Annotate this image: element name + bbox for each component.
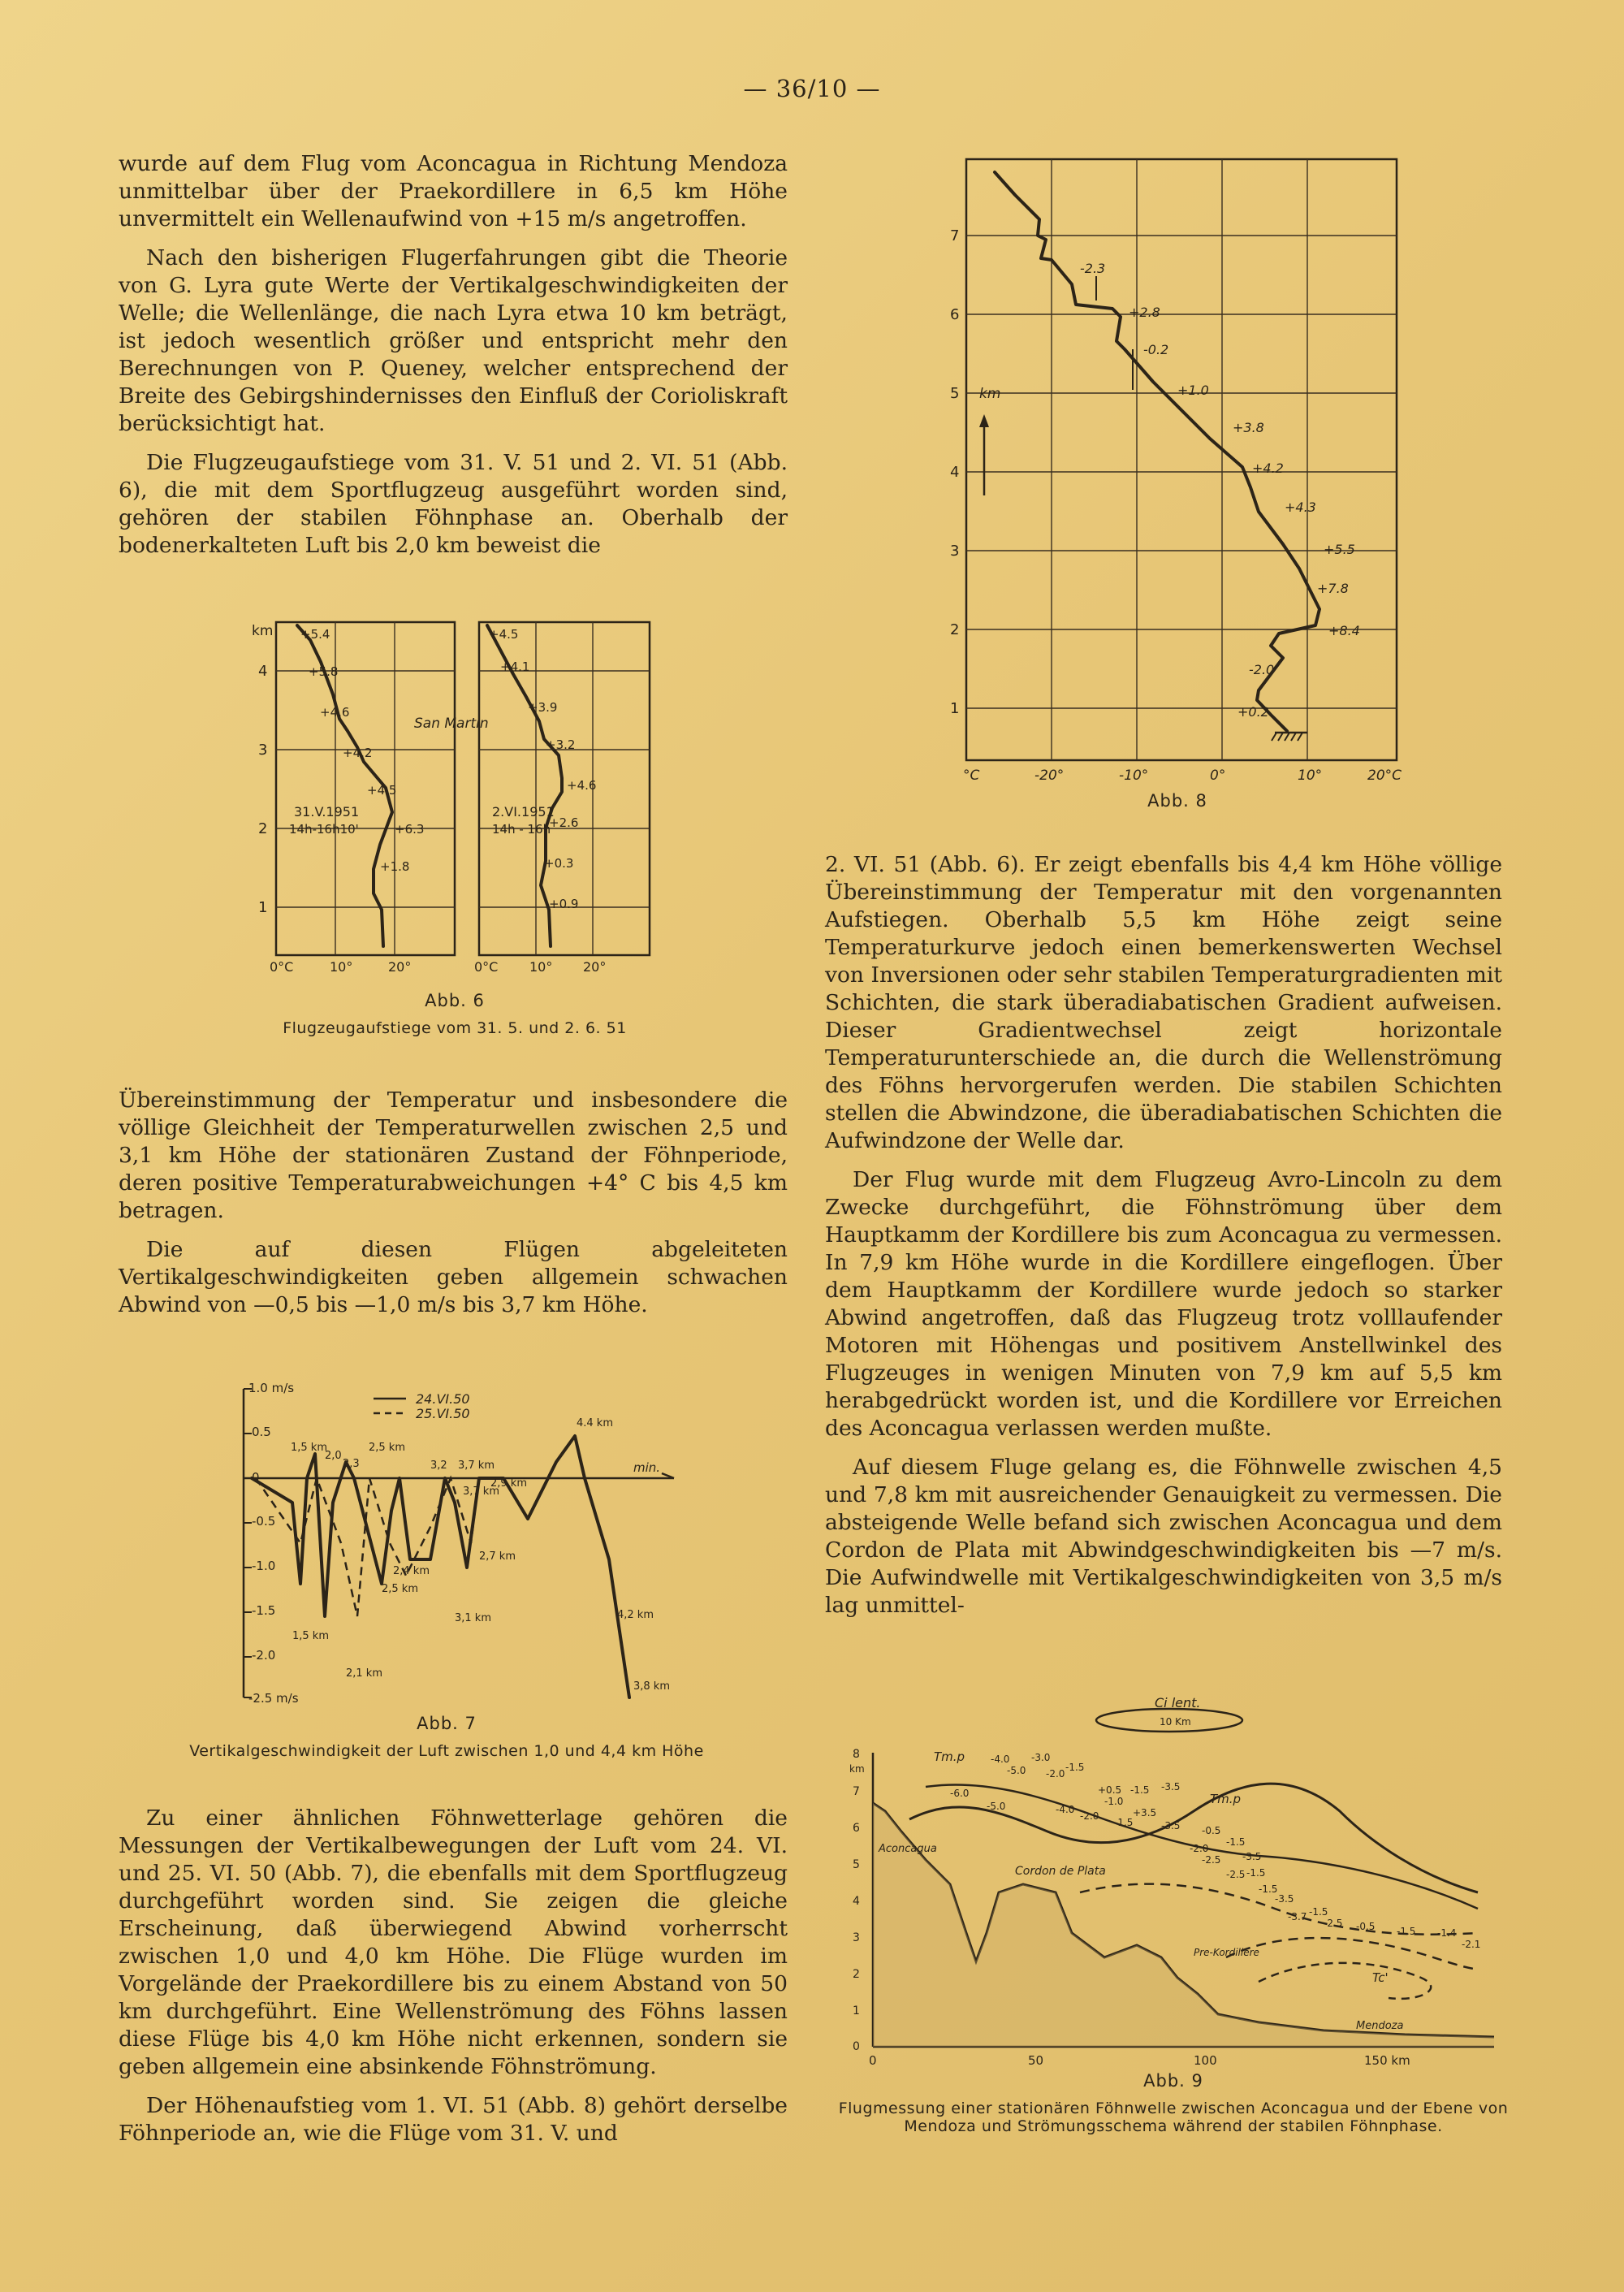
value-label: -1.4 (1437, 1927, 1457, 1939)
x-tick: 50 (1028, 2053, 1044, 2068)
left-column-block-1 (119, 150, 788, 571)
value-label: -1.5 (1065, 1762, 1085, 1773)
y-tick: -2.5 m/s (248, 1691, 299, 1706)
y-tick: 3 (258, 742, 268, 759)
place-label: Aconcagua (879, 1843, 937, 1855)
value-label: -1.5 (1397, 1926, 1416, 1937)
value-label: +3.9 (528, 700, 558, 715)
x-tick: 20°C (1367, 768, 1402, 784)
value-label: +7.8 (1317, 581, 1349, 596)
legend-dashed-label: 25.VI.50 (416, 1406, 470, 1421)
right-column-block-1 (825, 851, 1502, 1631)
value-label: -5.0 (1007, 1765, 1026, 1776)
y-unit: km (252, 623, 274, 639)
value-label: +5.4 (300, 627, 330, 642)
time-label: 14h-16h10' (289, 822, 359, 837)
value-label: -4.0 (1056, 1804, 1075, 1815)
value-label: -2.3 (1080, 261, 1106, 276)
value-label: +4.5 (489, 627, 519, 642)
y-tick: 6 (853, 1822, 860, 1835)
temperature-profile (995, 172, 1320, 731)
value-label: -3.0 (1031, 1752, 1051, 1763)
paragraph: 2. VI. 51 (Abb. 6). Er zeigt ebenfalls bis 4,4 km Höhe völlige Übereinstimmung der Temperatur mit den vorgenannten Aufstiegen. Oberhalb 5,5 km Höhe zeigt seine Temperaturkurve jedoch einen bemerkenswerten Wechsel von Inversionen oder sehr stabilen Temperaturgradienten mit Schichten, die stark überadiabatischen Gradient aufweisen. Dieser Gradientwechsel zeigt horizontale Temperaturunterschiede an, die durch die Wellenströmung des Föhns hervorgerufen werden. Die stabilen Schichten stellen die Abwindzone, die überadiabatischen Schichten die Aufwindzone der Welle dar. (825, 852, 1502, 1153)
x-tick: -20° (1034, 768, 1065, 784)
paragraph: Die auf diesen Flügen abgeleiteten Vertikalgeschwindigkeiten geben allgemein schwachen Abwind von —0,5 bis —1,0 m/s bis 3,7 km Höhe. (119, 1237, 788, 1317)
value-label: -2.0 (1249, 662, 1275, 677)
x-tick: 100 (1194, 2053, 1217, 2068)
value-label: +2.8 (1129, 305, 1160, 320)
annotation: 3,1 km (455, 1612, 491, 1624)
value-label: +4.6 (567, 778, 597, 793)
place-label: Pre-Kordillere (1194, 1947, 1259, 1958)
value-label: -3.5 (1161, 1820, 1181, 1831)
y-tick: 7 (950, 227, 960, 244)
value-label: +4.2 (343, 746, 373, 760)
value-label: -2.0 (1190, 1843, 1209, 1854)
value-label: -1.5 (1226, 1836, 1246, 1848)
figure-7-caption: Vertikalgeschwindigkeit der Luft zwischen 1,0 und 4,4 km Höhe (189, 1742, 704, 1760)
y-tick: 7 (853, 1785, 860, 1798)
annotation: 3,8 km (633, 1680, 670, 1693)
value-label: -0.5 (1202, 1825, 1221, 1836)
value-label: -6.0 (950, 1788, 970, 1799)
y-tick: 1 (853, 2004, 860, 2017)
figure-8-label: Abb. 8 (1147, 791, 1207, 811)
y-tick: 8 (853, 1748, 860, 1761)
value-label: -1.5 (1259, 1883, 1278, 1895)
y-tick: 1 (258, 899, 268, 916)
x-tick: 0°C (270, 959, 294, 975)
figure-9 (836, 1689, 1510, 2169)
streamline-dashed (1226, 1938, 1481, 1970)
annotation: 2,3 (343, 1458, 360, 1470)
y-unit: km (979, 386, 1001, 402)
paragraph: Zu einer ähnlichen Föhnwetterlage gehören die Messungen der Vertikalbewegungen der Luft vom 24. VI. und 25. VI. 50 (Abb. 7), die ebenfalls mit dem Sportflugzeug durchgeführt worden sind. Sie zeigen die gleiche Erscheinung, daß überwiegend Abwind vorherrscht zwischen 1,0 und 4,0 km Höhe. Die Flüge wurden im Vorgelände der Praekordillere bis zu einem Abstand von 50 km durchgeführt. Eine Wellenströmung des Föhns lassen diese Flüge bis 4,0 km Höhe nicht erkennen, sondern sie geben allgemein eine absinkende Föhnströmung. (119, 1805, 788, 2079)
figure-7-chart (187, 1381, 706, 1706)
y-tick: 4 (950, 464, 960, 481)
value-label: -2.1 (1462, 1939, 1481, 1950)
value-label: -0.2 (1143, 342, 1169, 357)
figure-9-caption: Flugmessung einer stationären Föhnwelle zwischen Aconcagua und der Ebene von Mendoza und Strömungsschema während der stabilen Föhnphase. (838, 2100, 1509, 2135)
annotation: 1,5 km (291, 1442, 327, 1454)
left-column-block-3 (119, 1805, 788, 2159)
paragraph: Auf diesem Fluge gelang es, die Föhnwelle zwischen 4,5 und 7,8 km mit ausreichender Genauigkeit zu vermessen. Die absteigende Welle befand sich zwischen Aconcagua und dem Cordon de Plata mit Abwindgeschwindigkeiten bis —7 m/s. Die Aufwindwelle mit Vertikalgeschwindigkeiten von 3,5 m/s lag unmittel- (825, 1455, 1502, 1618)
value-label: -1.0 (1104, 1796, 1124, 1807)
x-tick: 20° (583, 959, 607, 975)
y-tick: -0.5 (252, 1514, 276, 1529)
y-tick: -1.5 (252, 1603, 276, 1618)
annotation: 3,7 km (463, 1485, 499, 1498)
station-label: San Martin (414, 716, 489, 732)
x-tick: 10° (1298, 768, 1323, 784)
value-label: +6.3 (395, 822, 425, 837)
y-tick: 4 (853, 1895, 860, 1908)
arrow-head-icon (979, 414, 989, 427)
axis-label: min. (633, 1460, 661, 1475)
y-tick: 3 (853, 1931, 860, 1944)
figure-9-chart (836, 1689, 1510, 2079)
value-label: -5.0 (987, 1801, 1006, 1812)
streamline-dashed (1259, 1963, 1431, 1999)
y-tick: -1.0 (252, 1559, 276, 1573)
y-tick: -2.0 (252, 1648, 276, 1663)
y-tick: 3 (950, 543, 960, 560)
value-label: -1.5 (1309, 1906, 1328, 1918)
figure-6-caption: Flugzeugaufstiege vom 31. 5. und 2. 6. 51 (283, 1019, 627, 1037)
paragraph: Die Flugzeugaufstiege vom 31. V. 51 und 2. VI. 51 (Abb. 6), die mit dem Sportflugzeug ausgeführt worden sind, gehören der stabilen Föhnphase an. Oberhalb der bodenerkalteten Luft bis 2,0 km beweist die (119, 450, 788, 558)
value-label: +4.3 (1285, 499, 1316, 515)
x-tick: 10° (529, 959, 553, 975)
annotation: 2,4 km (393, 1565, 430, 1577)
value-label: -0.5 (1356, 1921, 1376, 1932)
legend-solid-label: 24.VI.50 (416, 1391, 470, 1407)
y-tick: 4 (258, 663, 268, 680)
paragraph: Nach den bisherigen Flugerfahrungen gibt die Theorie von G. Lyra gute Werte der Vertikalgeschwindigkeiten der Welle; die Wellenlänge, die nach Lyra etwa 10 km beträgt, ist jedoch wesentlich größer und entspricht mehr den Berechnungen von P. Queney, welcher entsprechend der Breite des Gebirgshindernisses den Einfluß der Corioliskraft berücksichtigt hat. (119, 245, 788, 436)
value-label: -1.5 (1130, 1784, 1150, 1796)
left-column-block-2 (119, 1087, 788, 1330)
value-label: -1.5 (1114, 1817, 1134, 1828)
value-label: -4.0 (991, 1754, 1010, 1765)
value-label: +8.4 (1328, 623, 1360, 638)
value-label: +4.2 (1252, 461, 1284, 476)
y-tick: 2 (853, 1968, 860, 1981)
y-tick: 5 (950, 385, 960, 402)
value-label: -3.7 (1288, 1911, 1307, 1922)
value-label: +4.1 (500, 659, 530, 674)
y-tick: 5 (853, 1858, 860, 1871)
label: Tc' (1372, 1970, 1389, 1985)
value-label: +5.8 (309, 664, 339, 679)
x-tick: 0 (869, 2053, 877, 2068)
annotation: 2,1 km (346, 1667, 382, 1680)
value-label: +0.9 (549, 897, 579, 911)
y-tick: 0.5 (252, 1425, 271, 1439)
cloud-label: Ci lent. (1155, 1695, 1201, 1710)
paragraph: Der Flug wurde mit dem Flugzeug Avro-Lincoln zu dem Zwecke durchgeführt, die Föhnströmung über dem Hauptkamm der Kordillere bis zum Aconcagua zu vermessen. In 7,9 km Höhe wurde in die Kordillere eingeflogen. Über dem Hauptkamm der Kordillere wurde jedoch so starker Abwind angetroffen, daß das Flugzeug trotz volllaufender Motoren mit Höhengas und positivem Anstellwinkel des Flugzeuges in wenigen Minuten von 7,9 km auf 5,5 km herabgedrückt worden ist, und die Kordillere vor Erreichen des Aconcagua verlassen werden mußte. (825, 1167, 1502, 1441)
annotation: 3,7 km (458, 1460, 495, 1472)
paragraph: Der Höhenaufstieg vom 1. VI. 51 (Abb. 8) gehört derselbe Föhnperiode an, wie die Flüge vom 31. V. und (119, 2093, 788, 2146)
time-label: 14h - 16h (492, 822, 551, 837)
y-tick: 1 (950, 700, 960, 717)
paragraph: wurde auf dem Flug vom Aconcagua in Richtung Mendoza unmittelbar über der Praekordillere in 6,5 km Höhe unvermittelt ein Wellenaufwind von +15 m/s angetroffen. (119, 151, 788, 231)
place-label: Cordon de Plata (1015, 1865, 1106, 1878)
value-label: +0.3 (544, 856, 574, 871)
value-label: +3.8 (1233, 420, 1264, 435)
value-label: -2.0 (1046, 1768, 1065, 1780)
annotation: 2,0 (325, 1450, 342, 1462)
page-number: — 36/10 — (743, 75, 881, 102)
figure-9-label: Abb. 9 (1143, 2071, 1203, 2091)
value-label: +4.6 (320, 705, 350, 720)
x-tick: -10° (1119, 768, 1149, 784)
figure-6-label: Abb. 6 (425, 991, 485, 1010)
figure-7-label: Abb. 7 (417, 1714, 477, 1733)
annotation: 2,7 km (479, 1550, 516, 1563)
value-label: +1.8 (380, 859, 410, 874)
paragraph: Übereinstimmung der Temperatur und insbesondere die völlige Gleichheit der Temperaturwellen zwischen 2,5 und 3,1 km Höhe der stationären Zustand der Föhnperiode, deren positive Temperaturabweichungen +4° C bis 4,5 km betragen. (119, 1088, 788, 1223)
value-label: -2.5 (1202, 1854, 1221, 1866)
y-tick: 2 (258, 820, 268, 837)
value-label: +0.5 (1098, 1784, 1122, 1796)
y-tick: 6 (950, 306, 960, 323)
value-label: -1.5 (1246, 1867, 1266, 1879)
annotation: 3,2 (430, 1460, 447, 1472)
value-label: -3.5 (1161, 1781, 1181, 1793)
annotation: 2,9 km (490, 1477, 527, 1490)
place-label: Mendoza (1356, 2020, 1404, 2032)
figure-8-chart (950, 154, 1405, 788)
cloud-sub-label: 10 Km (1160, 1716, 1191, 1728)
ground-hatch (1272, 733, 1302, 741)
y-tick: 0 (252, 1470, 260, 1485)
value-label: -3.5 (1242, 1851, 1262, 1862)
figure-6 (244, 617, 666, 1037)
terrain-fill (873, 1803, 1494, 2047)
value-label: -2.5 (1226, 1869, 1246, 1880)
value-label: +4.5 (367, 783, 397, 798)
figure-7 (187, 1381, 706, 1762)
annotation: 1,5 km (292, 1630, 329, 1642)
figure-6-chart (244, 617, 666, 975)
annotation: 4,2 km (617, 1609, 654, 1621)
streamline-dashed (1080, 1884, 1478, 1935)
vertical-velocity-24vi (252, 1436, 629, 1697)
value-label: +1.0 (1177, 383, 1209, 398)
x-tick: 150 km (1364, 2053, 1410, 2068)
value-label: +3.5 (1133, 1807, 1157, 1818)
label: Tm.p (1210, 1792, 1242, 1806)
y-tick: 2 (950, 621, 960, 638)
x-tick: °C (963, 768, 980, 784)
value-label: +3.2 (546, 737, 576, 752)
annotation: 2,5 km (382, 1583, 418, 1595)
x-tick: 10° (330, 959, 353, 975)
y-unit: km (849, 1763, 865, 1775)
x-tick: 0°C (474, 959, 499, 975)
value-label: +5.5 (1324, 542, 1355, 557)
value-label: -2.0 (1080, 1810, 1099, 1822)
annotation: 2,5 km (369, 1442, 405, 1454)
x-tick: 0° (1210, 768, 1226, 784)
y-tick: 0 (853, 2040, 860, 2053)
date-label: 2.VI.1951 (492, 804, 555, 819)
figure-8 (950, 154, 1405, 820)
value-label: -2.5 (1324, 1918, 1343, 1929)
annotation: 4.4 km (577, 1417, 613, 1429)
value-label: +2.6 (549, 815, 579, 830)
date-label: 31.V.1951 (294, 804, 360, 819)
value-label: +0.2 (1237, 704, 1269, 720)
label: Tm.p (934, 1749, 965, 1764)
y-tick: 1.0 m/s (248, 1381, 295, 1395)
x-tick: 20° (388, 959, 412, 975)
value-label: -3.5 (1275, 1893, 1294, 1905)
